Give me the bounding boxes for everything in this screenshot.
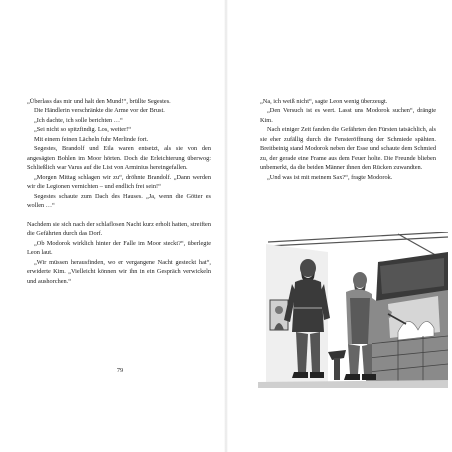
paragraph: „Ob Modorok wirklich hinter der Falle im Moor steckt?“, überlegte Leon laut.	[27, 239, 211, 257]
book-gutter	[224, 0, 228, 452]
smithy-illustration	[248, 232, 448, 388]
paragraph: „Ich dachte, ich solle berichten …“	[34, 116, 123, 124]
paragraph: „Sei nicht so spitzfindig. Los, weiter!“	[34, 126, 132, 134]
anvil	[328, 350, 346, 380]
paragraph: Die Händlerin verschränkte die Arme vor der Brust.	[34, 107, 165, 115]
forge-hearth	[366, 252, 448, 382]
right-page-text	[260, 97, 436, 182]
paragraph: „Und was ist mit meinem Sax?“, fragte Modorok.	[267, 173, 393, 181]
paragraph: „Morgen Mittag schlagen wir zu“, dröhnte Brandolf. „Dann werden wir die Legionen vernichten – und endlich frei sein!“	[27, 173, 211, 191]
paragraph: „Wir müssen herausfinden, wo er vergangene Nacht gesteckt hat“, erwiderte Kim. „Vielleicht können wir ihn in ein Gespräch verwickeln und aushorchen.“	[27, 258, 211, 285]
paragraph: Mit einem feinen Lächeln fuhr Merlinde fort.	[34, 135, 149, 143]
paragraph: „Na, ich weiß nicht“, sagte Leon wenig überzeugt.	[260, 98, 388, 105]
paragraph: „Überlass das mir und halt den Mund!“, brüllte Segestes.	[27, 98, 171, 105]
page-number: 79	[116, 367, 124, 374]
paragraph: Segestes, Brandolf und Eila waren entsetzt, als sie von den angesägten Bohlen im Moor hörten. Doch die Erleichterung überwog: Schließlich war Varus auf die List von Arminius hereingefallen.	[27, 145, 211, 172]
left-page-text	[27, 97, 211, 286]
paragraph: Segestes schaute zum Dach des Hauses. „Ja, wenn die Götter es wollen …“	[27, 192, 211, 209]
paragraph: Nachdem sie sich nach der schlaflosen Nacht kurz erholt hatten, streiften die Gefährten durch das Dorf.	[27, 220, 211, 238]
paragraph: „Den Versuch ist es wert. Lasst uns Modorok suchen“, drängte Kim.	[260, 107, 436, 124]
paragraph: Nach einiger Zeit fanden die Gefährten den Fürsten tatsächlich, als sie eher zufällig durch die Fensteröffnung der Schmiede spähten. Breitbeinig stand Modorok neben der Esse und schaute dem Schmied zu, der gerade eine Frame aus dem Feuer holte. Die Freunde blieben unbemerkt, da die beiden Männer ihnen den Rücken zuwandten.	[260, 126, 436, 172]
